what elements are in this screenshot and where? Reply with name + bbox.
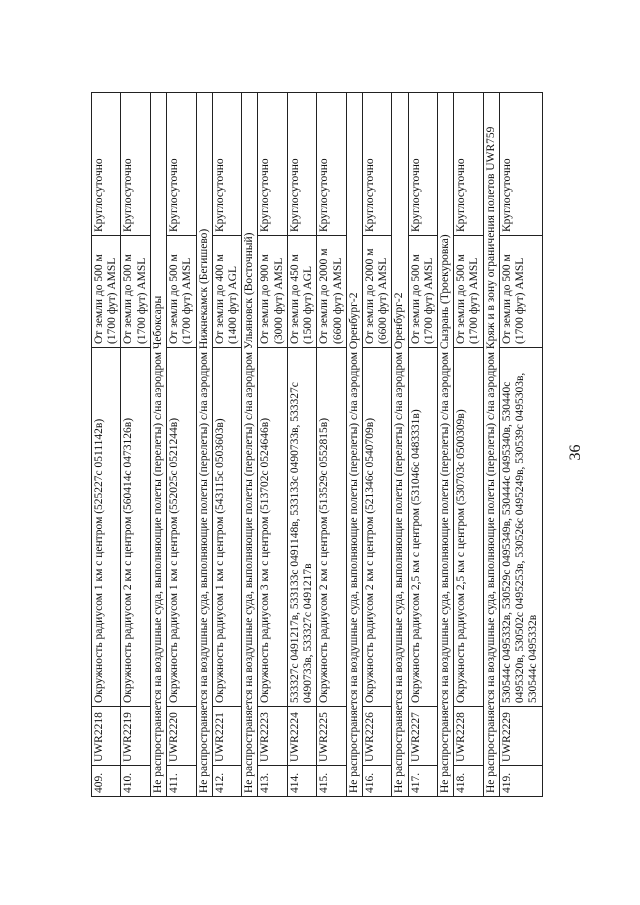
- zone-area: Окружность радиусом 2,5 км с центром (530703с 0500309в): [454, 348, 483, 707]
- zone-area: Окружность радиусом 2 км с центром (560414с 0473126в): [121, 348, 150, 707]
- note-text: Не распространяется на воздушные суда, выполняющие полеты (перелеты) с/на аэродром Нижнекамск (Бегишево): [196, 93, 212, 797]
- zone-altitude: От земли до 400 м (1400 фут) AGL: [212, 236, 241, 348]
- zone-indicator: UWR2224: [287, 707, 316, 766]
- zone-row: [362, 93, 391, 797]
- zone-indicator: UWR2227: [408, 707, 437, 766]
- zone-area: Окружность радиусом 2 км с центром (521346с 0540709в): [362, 348, 391, 707]
- zone-area: Окружность радиусом 1 км с центром (552025с 0521244в): [167, 348, 196, 707]
- zone-altitude: От земли до 2000 м (6600 фут) AMSL: [317, 236, 346, 348]
- zone-indicator: UWR2221: [212, 707, 241, 766]
- zone-hours: Круглосуточно: [287, 93, 316, 236]
- page-number: 36: [567, 444, 584, 461]
- zone-row: [408, 93, 437, 797]
- zone-altitude: От земли до 2000 м (6600 фут) AMSL: [362, 236, 391, 348]
- zone-row: [212, 93, 241, 797]
- note-row: [346, 93, 362, 797]
- row-number: 409.: [92, 766, 121, 797]
- row-number: 414.: [287, 766, 316, 797]
- note-text: Не распространяется на воздушные суда, выполняющие полеты (перелеты) с/на аэродром Чебоксары: [150, 93, 166, 797]
- note-row: [483, 93, 499, 797]
- note-row: [242, 93, 258, 797]
- note-row: [196, 93, 212, 797]
- note-text: Не распространяется на воздушные суда, выполняющие полеты (перелеты) с/на аэродром Оренбург-2: [392, 93, 408, 797]
- zone-row: [287, 93, 316, 797]
- zone-area: 533327с 0491217в, 533133с 0491148в, 533133с 0490733в, 533327с 0490733в, 533327с 0491217в: [287, 348, 316, 707]
- zone-hours: Круглосуточно: [408, 93, 437, 236]
- zone-indicator: UWR2228: [454, 707, 483, 766]
- row-number: 415.: [317, 766, 346, 797]
- zone-hours: Круглосуточно: [258, 93, 287, 236]
- note-text: Не распространяется на воздушные суда, выполняющие полеты (перелеты) с/на аэродром Сызрань (Троекуровка): [438, 93, 454, 797]
- zone-row: [499, 93, 542, 797]
- row-number: 418.: [454, 766, 483, 797]
- zone-row: [167, 93, 196, 797]
- row-number: 412.: [212, 766, 241, 797]
- row-number: 419.: [499, 766, 542, 797]
- zone-area: Окружность радиусом 1 км с центром (543115с 0503603в): [212, 348, 241, 707]
- zone-row: [92, 93, 121, 797]
- zone-hours: Круглосуточно: [92, 93, 121, 236]
- zone-altitude: От земли до 500 м (1700 фут) AMSL: [167, 236, 196, 348]
- zone-indicator: UWR2220: [167, 707, 196, 766]
- zone-row: [317, 93, 346, 797]
- zone-row: [258, 93, 287, 797]
- zone-row: [454, 93, 483, 797]
- row-number: 416.: [362, 766, 391, 797]
- note-text: Не распространяется на воздушные суда, выполняющие полеты (перелеты) с/на аэродром Оренбург-2: [346, 93, 362, 797]
- zone-area: Окружность радиусом 1 км с центром (525227с 0511142в): [92, 348, 121, 707]
- zone-indicator: UWR2229: [499, 707, 542, 766]
- zone-area: 530544с 0495332в, 530529с 0495349в, 530444с 0495340в, 530440с 0495320в, 530502с 0495253в, 530526с 0495249в, 530539с 0495303в, 530544с 0495332в: [499, 348, 542, 707]
- zone-indicator: UWR2225: [317, 707, 346, 766]
- zone-altitude: От земли до 500 м (1700 фут) AMSL: [499, 236, 542, 348]
- restricted-zones-table: [91, 92, 543, 797]
- zone-altitude: От земли до 500 м (1700 фут) AMSL: [92, 236, 121, 348]
- note-text: Не распространяется на воздушные суда, выполняющие полеты (перелеты) с/на аэродром Кряж и в зону ограничения полетов UWR759: [483, 93, 499, 797]
- zone-area: Окружность радиусом 2 км с центром (513529с 0552815в): [317, 348, 346, 707]
- note-row: [150, 93, 166, 797]
- zone-hours: Круглосуточно: [121, 93, 150, 236]
- row-number: 413.: [258, 766, 287, 797]
- zone-indicator: UWR2223: [258, 707, 287, 766]
- zone-hours: Круглосуточно: [317, 93, 346, 236]
- zone-altitude: От земли до 500 м (1700 фут) AMSL: [121, 236, 150, 348]
- zone-hours: Круглосуточно: [454, 93, 483, 236]
- zone-hours: Круглосуточно: [167, 93, 196, 236]
- zone-altitude: От земли до 450 м (1500 фут) AGL: [287, 236, 316, 348]
- table-body: [92, 93, 543, 797]
- row-number: 410.: [121, 766, 150, 797]
- zone-altitude: От земли до 500 м (1700 фут) AMSL: [454, 236, 483, 348]
- zone-area: Окружность радиусом 2,5 км с центром (531046с 0483331в): [408, 348, 437, 707]
- note-row: [438, 93, 454, 797]
- zone-altitude: От земли до 900 м (3000 фут) AMSL: [258, 236, 287, 348]
- note-text: Не распространяется на воздушные суда, выполняющие полеты (перелеты) с/на аэродром Ульяновск (Восточный): [242, 93, 258, 797]
- zone-area: Окружность радиусом 3 км с центром (513702с 0524646в): [258, 348, 287, 707]
- zone-hours: Круглосуточно: [499, 93, 542, 236]
- note-row: [392, 93, 408, 797]
- row-number: 417.: [408, 766, 437, 797]
- zone-altitude: От земли до 500 м (1700 фут) AMSL: [408, 236, 437, 348]
- zone-hours: Круглосуточно: [362, 93, 391, 236]
- zone-indicator: UWR2218: [92, 707, 121, 766]
- zone-hours: Круглосуточно: [212, 93, 241, 236]
- row-number: 411.: [167, 766, 196, 797]
- zone-indicator: UWR2226: [362, 707, 391, 766]
- zone-row: [121, 93, 150, 797]
- zone-indicator: UWR2219: [121, 707, 150, 766]
